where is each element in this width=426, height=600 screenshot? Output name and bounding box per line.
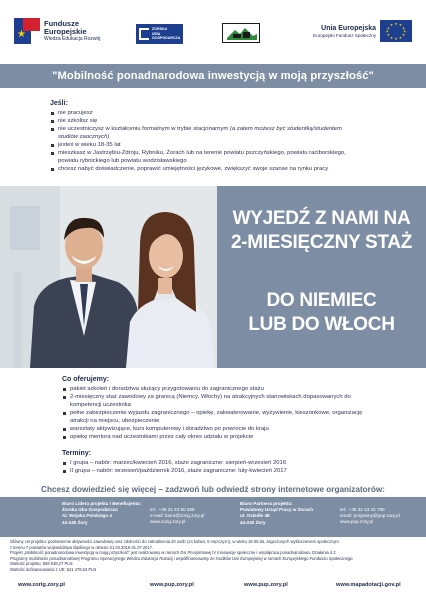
footer-line6: Wartość dofinansowania z UE: 621 478,63 PLN: [10, 566, 97, 572]
promo-panel: [217, 186, 426, 368]
eligibility-heading: Jeśli:: [50, 100, 68, 107]
offer-list: [62, 385, 414, 441]
offer-heading: Co oferujemy:: [62, 376, 110, 383]
lider-street: Al. Wojska Polskiego 4: [62, 513, 112, 519]
promo-line4: LUB DO WŁOCH: [248, 314, 395, 335]
project-title-banner: [0, 64, 426, 88]
dates-section: [62, 449, 414, 475]
site-link-mapadotacji[interactable]: www.mapadotacji.gov.pl: [336, 582, 401, 588]
footer-line2: z terenu 7 powiatów województwa śląskiego w okresie 01.03.2016-31.07.2017.: [10, 544, 154, 550]
lider-heading: Biuro Lidera projektu / Beneficjenta:: [62, 501, 142, 506]
eligibility-list: [50, 109, 410, 173]
svg-text:★: ★: [386, 32, 391, 37]
eligibility-item: nie szkolisz się: [50, 117, 410, 125]
zorska-izba-gospodarcza-logo: [136, 24, 183, 44]
eligibility-item: jesteś w wieku 18-35 lat: [50, 141, 410, 149]
ue-logo-line2: Europejski Fundusz Społeczny: [313, 32, 376, 38]
lider-tel[interactable]: tel.: +48 32 43 50 306: [150, 507, 195, 512]
partner-street: ul. Osiedle 48: [240, 513, 270, 519]
zsg-line3: GOSPODARCZA: [152, 36, 181, 41]
offer-item: pakiet szkoleń i doradztwa służący przygotowaniu do zagranicznego stażu: [62, 385, 414, 393]
dates-list: [62, 459, 414, 475]
offer-item: pełne zabezpieczenie wyjazdu zagranicznego – opiekę, zakwaterowanie, wyżywienie, kieszonkowe, organizację: [62, 409, 414, 417]
dates-item: I grupa – nabór: marzec/kwiecień 2016, staże zagraniczne: sierpień-wrzesień 2016: [62, 459, 414, 467]
pup-logo: [222, 23, 260, 43]
footer-line3: Projekt „Mobilność ponadnarodowa inwestycją w moją przyszłość” jest realizowany w ramach Osi Priorytetowej IV Innowacje społeczne i współpraca ponadnarodowa, Działania 4.2: [10, 550, 336, 556]
partner-email[interactable]: email: programy@pup.zory.pl: [340, 513, 400, 519]
lider-contact: [150, 507, 204, 526]
partner-heading: Biuro Partnera projektu:: [240, 501, 293, 506]
unia-europejska-logo: [313, 20, 412, 42]
offer-item: atrakcji na miejscu, ubezpieczenie: [70, 418, 160, 424]
dates-heading: Terminy:: [62, 450, 92, 457]
contact-strip: [0, 497, 426, 537]
fe-logo-line3: Wiedza Edukacja Rozwój: [44, 35, 101, 42]
partner-www[interactable]: www.pup.zory.pl: [340, 519, 374, 525]
footer-line1: Główny cel projektu: podniesienie aktywności zawodowej oraz zdolności do zatrudnienia 20 osób (14 kobiet, 6 mężczyzn), w wieku 18-35 lat, zagrożonych wykluczeniem społecznym: [10, 539, 339, 544]
partner-name: Powiatowy Urząd Pracy w Żorach: [240, 507, 314, 513]
fundusze-europejskie-logo: [14, 18, 100, 44]
site-link-pup-1[interactable]: www.pup.zory.pl: [150, 582, 194, 588]
fe-emblem-icon: ★: [14, 18, 40, 44]
ue-logo-line1: Unia Europejska: [321, 24, 376, 32]
svg-text:★: ★: [401, 32, 406, 37]
lider-address: [62, 501, 141, 526]
partner-tel[interactable]: tel.: +48 32 43 42 790: [340, 507, 385, 512]
zig-emblem-icon: [139, 28, 149, 40]
svg-text:★: ★: [386, 26, 391, 31]
promo-line3: DO NIEMIEC: [266, 290, 377, 311]
zsg-line2: IZBA: [152, 31, 161, 36]
fe-logo-line2: Europejskie: [44, 26, 87, 36]
eligibility-section: [50, 99, 410, 173]
contact-cta: Chcesz dowiedzieć się więcej – zadzwoń lub odwiedź strony internetowe organizatorów:: [41, 485, 385, 494]
offer-item: warsztaty aktywizujące, kurs komputerowy i doradztwo po powrocie do kraju: [62, 425, 414, 433]
svg-text:★: ★: [398, 36, 403, 40]
lider-email[interactable]: e-mail: biuro@zorig.zory.pl: [150, 513, 205, 519]
svg-text:★: ★: [398, 23, 403, 28]
site-link-zorig[interactable]: www.zorig.zory.pl: [18, 582, 65, 588]
offer-section: [62, 375, 414, 441]
lider-city: 44-240 Żory: [62, 519, 88, 525]
website-links: [0, 582, 426, 594]
svg-text:★: ★: [385, 29, 389, 34]
footer-line4: Programy mobilności ponadnarodowej Programu Operacyjnego Wiedza Edukacja Rozwój i współfinansowany ze środków Unii Europejskiej w ramach Europejskiego Funduszu Społecznego.: [10, 555, 354, 561]
hero-photo: [0, 186, 426, 368]
lider-name: Żorska Izba Gospodarcza: [62, 507, 118, 513]
offer-item: 2-miesięczny staż zawodowy za granicą (Niemcy, Włochy) na atrakcyjnych stanowiskach dopasowanych do: [62, 393, 414, 401]
zsg-line1: ŻORSKA: [152, 27, 168, 32]
offer-item: opiekę mentora nad uczestnikami przez cały okres udziału w projekcie: [62, 433, 414, 441]
svg-text:★: ★: [389, 23, 394, 28]
site-link-pup-2[interactable]: www.pup.zory.pl: [244, 582, 288, 588]
eu-flag-icon: [380, 20, 412, 42]
eligibility-item: powiatu rybnickiego lub powiatu wodzisławskiego: [58, 158, 187, 164]
eligibility-item: nie uczestniczysz w kształceniu formalnym w trybie stacjonarnym (a zatem możesz być studentką/studentem: [50, 125, 410, 133]
svg-text:★: ★: [389, 36, 394, 40]
svg-text:★: ★: [401, 26, 406, 31]
svg-text:★: ★: [403, 29, 407, 34]
partner-city: 44-240 Żory: [240, 519, 266, 525]
eligibility-item: mieszkasz w Jastrzębiu-Zdroju, Rybniku, Żorach lub na terenie powiatu pszczyńskiego, powiatu raciborskiego,: [50, 149, 410, 157]
partner-contact: [340, 507, 400, 526]
dates-item: II grupa – nabór: wrzesień/październik 2016, staże zagraniczne: luty-kwiecień 2017: [62, 467, 414, 475]
lider-www[interactable]: www.zorig.zory.pl: [150, 519, 186, 525]
project-title: "Mobilność ponadnarodowa inwestycją w moją przyszłość": [52, 70, 374, 82]
project-info-footer: [10, 539, 416, 573]
partner-address: [240, 501, 313, 526]
eligibility-item: studiów zaocznych): [58, 134, 110, 140]
svg-text:★: ★: [394, 22, 398, 26]
footer-line5: Wartość projektu: 659 538,27 PLN: [10, 561, 73, 567]
fe-logo-line1: Fundusze: [44, 18, 79, 28]
promo-line1: WYJEDŹ Z NAMI NA: [232, 208, 411, 229]
promo-line2: 2-MIESIĘCZNY STAŻ: [230, 232, 413, 253]
eligibility-item: nie pracujesz: [50, 109, 410, 117]
logo-bar: [0, 0, 426, 64]
eligibility-item: chcesz nabyć doświadczenie, poprawić umiejętności językowe, zwiększyć swoje szanse na rynku pracy: [50, 165, 410, 173]
hero-people-illustration: [0, 186, 217, 368]
offer-item: kompetencji uczestnika: [70, 402, 131, 408]
svg-text:★: ★: [394, 37, 398, 42]
